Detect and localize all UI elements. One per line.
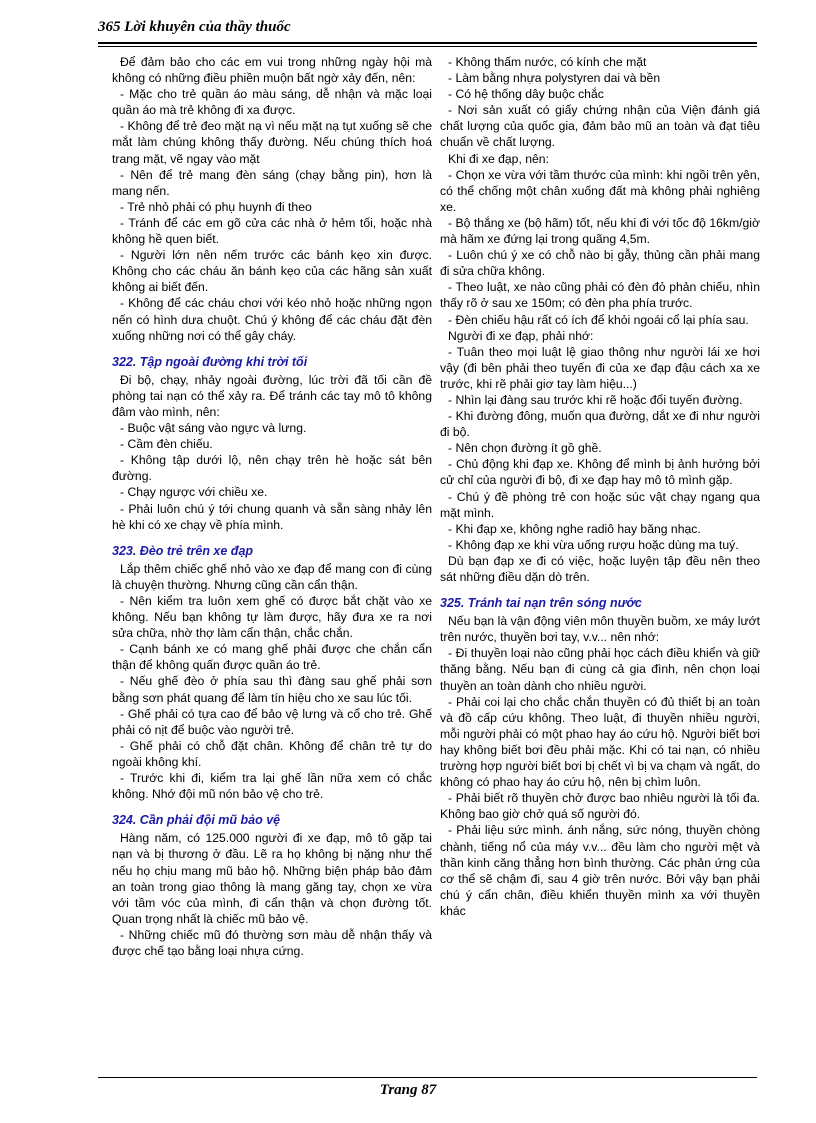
page-number: Trang 87	[379, 1082, 437, 1098]
header-rule	[98, 42, 757, 44]
paragraph: - Theo luật, xe nào cũng phải có đèn đỏ phản chiếu, nhìn thấy rõ ở sau xe 150m; có đèn pha phía trước.	[440, 280, 760, 311]
paragraph: Để đảm bảo cho các em vui trong những ngày hội mà không có những điều phiền muộn bất ngờ xảy đến, nên:	[112, 55, 432, 86]
paragraph: - Làm bằng nhựa polystyren dai và bền	[448, 71, 661, 86]
right-column	[440, 54, 760, 919]
paragraph: - Cầm đèn chiếu.	[120, 437, 213, 452]
paragraph: - Có hệ thống dây buộc chắc	[448, 87, 604, 102]
paragraph: - Khi đạp xe, không nghe radiô hay băng nhạc.	[448, 521, 701, 536]
paragraph: Người đi xe đạp, phải nhớ:	[448, 328, 594, 343]
paragraph: - Phải biết rõ thuyền chở được bao nhiêu người là tối đa. Không bao giờ chở quá số người đó.	[440, 791, 760, 822]
paragraph: - Nhìn lại đàng sau trước khi rẽ hoặc đổi tuyến đường.	[448, 392, 743, 407]
paragraph: - Đèn chiếu hậu rất có ích để khỏi ngoái cổ lại phía sau.	[448, 312, 749, 327]
section-heading-324: 324. Cần phải đội mũ bảo vệ	[112, 813, 281, 828]
section-heading-323: 323. Đèo trẻ trên xe đạp	[112, 543, 254, 558]
paragraph: - Phải coi lại cho chắc chắn thuyền có đủ thiết bị an toàn và đồ cấp cứu không. Theo luật, đi thuyền nhiều người, mỗi người phải có một phao hay áo cứu hộ. Người biết bơi hay không biết bơi đều phải mặc. Khi có tai nạn, có nhiều trường hợp người biết bơi bị chết vì bị va chạm và ngất, do không có phao hay áo cứu hộ, nên bị chìm luôn.	[440, 694, 760, 790]
section-heading-325: 325. Tránh tai nạn trên sóng nước	[440, 596, 642, 611]
paragraph: - Luôn chú ý xe có chỗ nào bị gẫy, thủng cần phải mang đi sửa chữa không.	[440, 248, 760, 279]
paragraph: - Nên kiểm tra luôn xem ghế có được bắt chặt vào xe không. Nếu bạn không tự làm được, hãy đưa xe ra nơi sửa chữa, nhờ thợ làm cẩn thận, chắc chắn.	[112, 594, 432, 641]
paragraph: - Bộ thắng xe (bộ hãm) tốt, nếu khi đi với tốc độ 16km/giờ mà hãm xe đứng lại trong quãng 4,5m.	[440, 215, 760, 247]
paragraph: - Nếu ghế đèo ở phía sau thì đàng sau ghế phải sơn bằng sơn phát quang để làm tín hiệu cho xe sau lúc tối.	[112, 674, 432, 705]
paragraph: Đi bộ, chạy, nhảy ngoài đường, lúc trời đã tối cần đề phòng tai nạn có thể xảy ra. Để tránh các tay mô tô không đâm vào mình, nên:	[112, 372, 432, 419]
paragraph: - Trẻ nhỏ phải có phụ huynh đi theo	[120, 199, 312, 214]
paragraph: - Không để các cháu chơi với kéo nhỏ hoặc những ngọn nến có hình dưa chuột. Chú ý không để các cháu đặt đèn xuống những nơi có thể gây cháy.	[112, 296, 432, 343]
paragraph: - Chú ý đề phòng trẻ con hoặc súc vật chạy ngang qua mặt mình.	[440, 489, 760, 520]
paragraph: - Cạnh bánh xe có mang ghế phải được che chắn cẩn thận để không quấn được quần áo trẻ.	[112, 642, 432, 673]
paragraph: - Chạy ngược với chiều xe.	[120, 485, 268, 500]
paragraph: - Chủ động khi đạp xe. Không để mình bị ảnh hưởng bởi cử chỉ của người đi bộ, đi xe đạp hay mô tô mình gặp.	[440, 457, 760, 488]
paragraph: Dù bạn đạp xe đi có việc, hoặc luyện tập đều nên theo sát những điều dặn dò trên.	[440, 553, 760, 584]
paragraph: - Nên để trẻ mang đèn sáng (chạy bằng pin), hơn là mang nến.	[112, 167, 432, 198]
paragraph: Lắp thêm chiếc ghế nhỏ vào xe đạp để mang con đi cùng là chuyện thường. Nhưng cũng cần cẩn thận.	[112, 561, 432, 592]
page-header-title: 365 Lời khuyên của thầy thuốc	[98, 19, 291, 35]
paragraph: Khi đi xe đạp, nên:	[448, 151, 549, 166]
paragraph: - Trước khi đi, kiểm tra lại ghế lần nữa xem có chắc không. Nhớ đội mũ nón bảo vệ cho trẻ.	[112, 771, 432, 802]
paragraph: - Nên chọn đường ít gồ ghề.	[448, 441, 602, 456]
paragraph: - Đi thuyền loại nào cũng phải học cách điều khiển và giữ thăng bằng. Nếu bạn đi cùng cả gia đình, nên chọn loại thuyền an toàn dành cho nhiều người.	[440, 646, 760, 693]
paragraph: - Không để trẻ đeo mặt nạ vì nếu mặt nạ tụt xuống sẽ che mắt làm chúng không thấy đường. Nếu chúng thích hoá trang mặt, vẽ ngay vào mặt	[112, 119, 432, 166]
paragraph: - Người lớn nên nếm trước các bánh kẹo xin được. Không cho các cháu ăn bánh kẹo của các hãng sản xuất không ai biết đến.	[112, 248, 432, 295]
section-heading-322: 322. Tập ngoài đường khi trời tối	[112, 354, 308, 369]
paragraph: - Tránh để các em gõ cửa các nhà ở hẻm tối, hoặc nhà không hề quen biết.	[112, 215, 432, 247]
paragraph: - Nơi sản xuất có giấy chứng nhận của Viện đánh giá chất lượng của quốc gia, đảm bảo mũ an toàn và đạt tiêu chuẩn về chất lượng.	[440, 103, 760, 150]
paragraph: - Phải liệu sức mình. ánh nắng, sức nóng, thuyền chòng chành, tiếng nổ của máy v.v... đều làm cho người mệt và thần kinh căng thẳng hơn bình thường. Các phản ứng của cơ thể sẽ chậm đi, sau 4 giờ trên nước. Bởi vậy bạn phải chú ý cẩn chân, điều khiển thuyền mình xa với thuyền khác	[440, 823, 760, 918]
paragraph: - Phải luôn chú ý tới chung quanh và sẵn sàng nhảy lên hè khi có xe chạy về phía mình.	[112, 501, 432, 532]
left-column	[112, 54, 432, 959]
paragraph: Nếu bạn là vận động viên môn thuyền buồm, xe máy lướt trên nước, thuyền bơi tay, v.v... nên nhớ:	[440, 614, 760, 645]
paragraph: - Không tập dưới lộ, nên chạy trên hè hoặc sát bên đường.	[112, 453, 432, 484]
header-rule-thin	[98, 46, 757, 47]
paragraph: - Không thấm nước, có kính che mặt	[448, 55, 647, 69]
paragraph: - Tuân theo mọi luật lệ giao thông như người lái xe hơi vậy (đi bên phải theo tuyến đi của xe đạp đậu cách xa xe trước, khi rẽ phải giơ tay làm hiệu...)	[440, 344, 760, 391]
paragraph: - Ghế phải có chỗ đặt chân. Không để chân trẻ tự do ngoài không khí.	[112, 738, 432, 769]
paragraph: - Chọn xe vừa với tầm thước của mình: khi ngồi trên yên, có thể chống một chân xuống đất mà không phải nghiêng xe.	[440, 167, 760, 214]
paragraph: - Những chiếc mũ đó thường sơn màu dễ nhận thấy và được chế tạo bằng loại nhựa cứng.	[112, 927, 432, 958]
paragraph: - Ghế phải có tựa cao để bảo vệ lưng và cổ cho trẻ. Ghế phải có nịt để buộc vào người trẻ.	[112, 706, 432, 737]
paragraph: - Mặc cho trẻ quần áo màu sáng, dễ nhận và mặc loại quần áo mà trẻ không đi xa được.	[112, 87, 432, 118]
paragraph: Hàng năm, có 125.000 người đi xe đạp, mô tô gặp tai nạn và bị thương ở đầu. Lẽ ra họ không bị nặng như thế nếu họ chịu mang mũ bảo hộ. Những biện pháp bảo đảm an toàn trong giao thông là mang găng tay, chọn xe vừa với tầm vóc của mình, đi cẩn thận và chọn đường tốt. Quan trọng nhất là chiếc mũ bảo vệ.	[112, 831, 432, 926]
footer-rule	[98, 1077, 757, 1078]
paragraph: - Không đạp xe khi vừa uống rượu hoặc dùng ma tuý.	[448, 537, 739, 552]
paragraph: - Khi đường đông, muốn qua đường, dắt xe đi như người đi bộ.	[440, 409, 760, 440]
paragraph: - Buộc vật sáng vào ngực và lưng.	[120, 421, 307, 436]
